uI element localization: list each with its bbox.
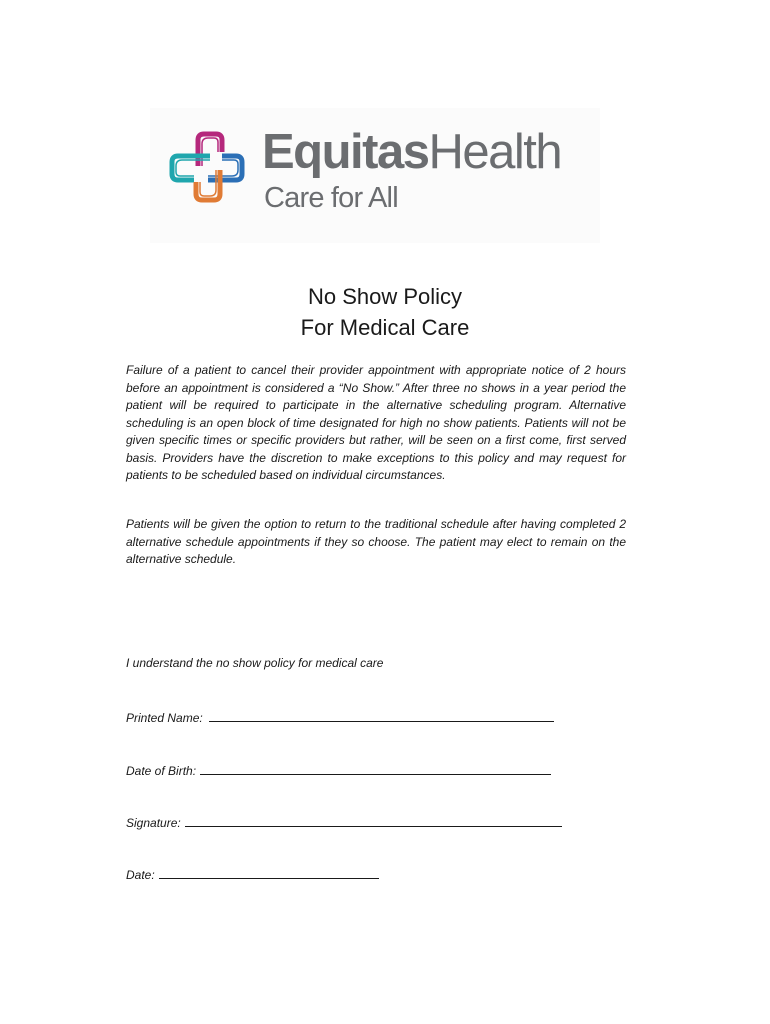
document-title-line1: No Show Policy <box>307 284 463 309</box>
date-field <box>126 866 379 882</box>
date-of-birth-line[interactable] <box>200 762 551 775</box>
brand-tagline: Care for All <box>264 182 398 214</box>
policy-paragraph-2: Patients will be given the option to return to the traditional schedule after having completed 2 alternative schedule appointments if they so choose. The patient may elect to remain on the alternative schedule. <box>126 517 626 566</box>
printed-name-label: Printed Name: <box>126 711 203 725</box>
signature-field <box>126 814 562 830</box>
signature-line[interactable] <box>185 814 562 827</box>
document-title-line2: For Medical Care <box>300 315 470 340</box>
brand-name-regular: Health <box>428 125 562 179</box>
acknowledgement-statement: I understand the no show policy for medical care <box>126 656 384 670</box>
date-of-birth-field <box>126 762 551 778</box>
date-label: Date: <box>126 868 155 882</box>
printed-name-field <box>126 709 554 725</box>
date-of-birth-label: Date of Birth: <box>126 764 197 778</box>
date-line[interactable] <box>159 866 379 879</box>
printed-name-line[interactable] <box>209 709 554 722</box>
brand-name <box>262 125 562 179</box>
signature-label: Signature: <box>126 816 181 830</box>
policy-paragraph-1: Failure of a patient to cancel their provider appointment with appropriate notice of 2 hours before an appointment is considered a “No Show.” After three no shows in a year period the patient will be required to participate in the alternative scheduling program. Alternative scheduling is an open block of time designated for high no show patients. Patients will not be given specific times or specific providers but rather, will be seen on a first come, first served basis. Providers have the discretion to make exceptions to this policy and may request for patients to be scheduled based on individual circumstances. <box>126 363 626 482</box>
equitas-health-logo <box>150 108 600 243</box>
brand-name-bold: Equitas <box>262 125 429 179</box>
interlocking-cross-icon <box>164 122 254 212</box>
